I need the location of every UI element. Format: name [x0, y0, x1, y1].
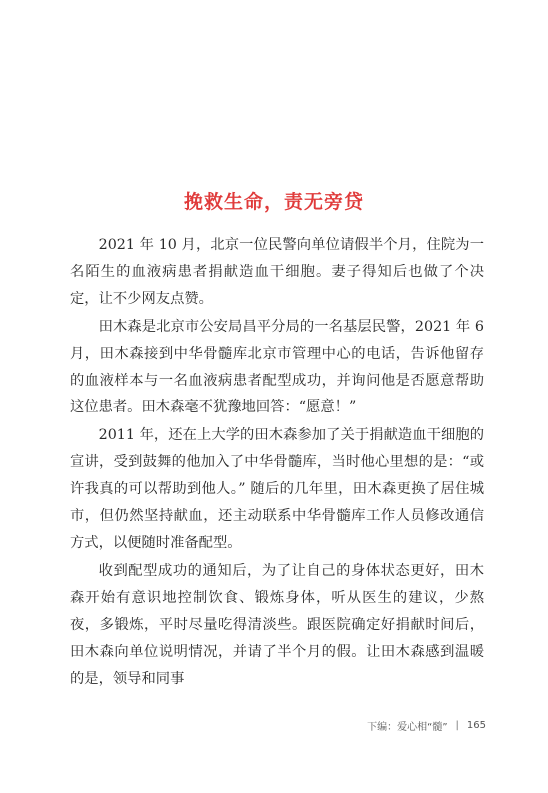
article-body: [70, 232, 484, 693]
footer-section-title: 下编：爱心相“髓”: [367, 722, 448, 733]
paragraph-3: 2011 年，还在上大学的田木森参加了关于捐献造血干细胞的宣讲，受到鼓舞的他加入了中华骨髓库，当时他心里想的是：“或许我真的可以帮助到他人。” 随后的几年里，田木森更换了居住城市，但仍然坚持献血，还主动联系中华骨髓库工作人员修改通信方式，以便随时准备配型。: [70, 427, 484, 551]
footer-separator: |: [455, 720, 459, 731]
page-footer: [367, 718, 486, 733]
paragraph-2: 田木森是北京市公安局昌平分局的一名基层民警，2021 年 6 月，田木森接到中华骨髓库北京市管理中心的电话，告诉他留存的血液样本与一名血液病患者配型成功，并询问他是否愿意帮助这位患者。田木森毫不犹豫地回答：“愿意！”: [70, 318, 484, 416]
page-number: 165: [466, 720, 486, 731]
paragraph-4: 收到配型成功的通知后，为了让自己的身体状态更好，田木森开始有意识地控制饮食、锻炼身体，听从医生的建议，少熬夜，多锻炼，平时尽量吃得清淡些。跟医院确定好捐献时间后，田木森向单位说明情况，并请了半个月的假。让田木森感到温暖的是，领导和同事: [70, 562, 484, 687]
paragraph-1: 2021 年 10 月，北京一位民警向单位请假半个月，住院为一名陌生的血液病患者捐献造血干细胞。妻子得知后也做了个决定，让不少网友点赞。: [70, 237, 484, 307]
article-title: 挽救生命，责无旁贷: [183, 190, 364, 213]
